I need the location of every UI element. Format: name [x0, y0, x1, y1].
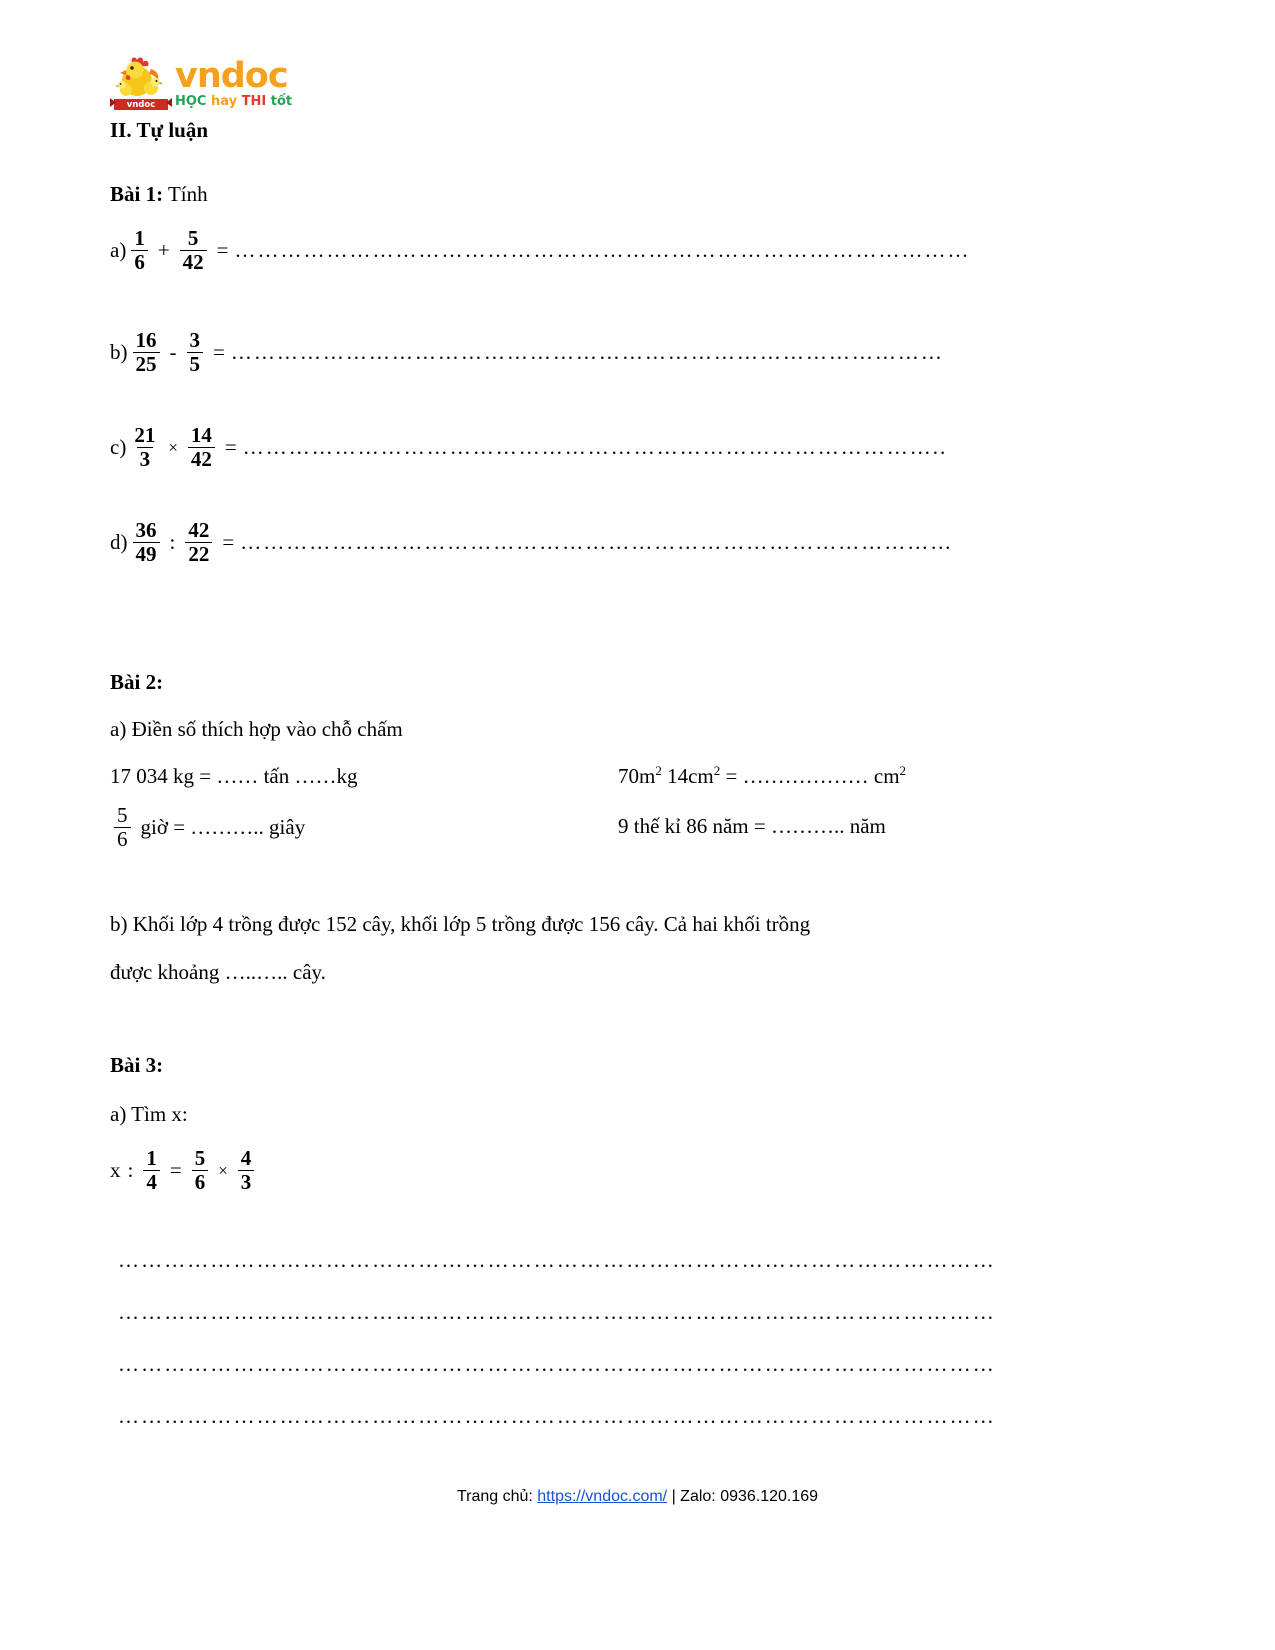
equation-times: × — [218, 1160, 228, 1180]
tagline-part-thi: THI — [241, 94, 267, 109]
denominator: 6 — [192, 1170, 209, 1193]
section-title: II. Tự luận — [110, 118, 209, 142]
exercise-1-item-b — [110, 330, 1091, 375]
numerator: 1 — [134, 226, 145, 250]
numerator: 36 — [135, 518, 157, 542]
item-d-operator: : — [169, 530, 176, 554]
denominator: 6 — [114, 827, 131, 850]
exercise-2-title: Bài 2: — [110, 670, 164, 694]
item-b-equals: = — [213, 340, 225, 364]
tagline-part-hoc: HỌC — [175, 94, 207, 109]
denominator: 5 — [187, 352, 204, 375]
exercise-3-equation — [110, 1148, 258, 1193]
fill-right-1-post: = ……………… cm — [720, 764, 900, 788]
answer-line-3[interactable]: …………………………………………………………………………………………………… — [118, 1352, 996, 1376]
footer-prefix: Trang chủ: — [456, 1488, 538, 1505]
logo-brand-text: vndoc — [175, 56, 288, 96]
equation-colon: : — [127, 1158, 134, 1182]
tagline-part-hay: hay — [211, 94, 238, 109]
equation-variable: x — [110, 1158, 121, 1182]
chicken-mascot-icon — [110, 55, 172, 115]
equation-fraction-3 — [238, 1148, 255, 1193]
exercise-3-title: Bài 3: — [110, 1053, 164, 1077]
answer-line-2[interactable]: …………………………………………………………………………………………………… — [118, 1300, 996, 1324]
item-a-operator: + — [157, 238, 170, 262]
fill-right-1-sup3: 2 — [899, 763, 907, 778]
denominator: 49 — [133, 542, 160, 565]
item-b-operator: - — [169, 340, 177, 364]
fill-right-1-sup1: 2 — [655, 763, 662, 778]
exercise-2-fill-right-2[interactable]: 9 thế kỉ 86 năm = ……….. năm — [618, 814, 886, 838]
equation-fraction-1 — [143, 1148, 160, 1193]
numerator: 3 — [189, 328, 200, 352]
item-b-label: b) — [110, 340, 128, 364]
item-d-label: d) — [110, 530, 128, 554]
fill-left-2-text: giờ = ……….. giây — [140, 815, 306, 840]
footer-homepage-link[interactable]: https://vndoc.com/ — [537, 1488, 668, 1505]
numerator: 5 — [194, 1146, 206, 1170]
item-a-label: a) — [110, 238, 127, 262]
logo-tagline — [175, 94, 292, 110]
denominator: 6 — [131, 250, 148, 273]
exercise-1-title — [110, 180, 208, 208]
item-c-equals: = — [224, 435, 237, 459]
exercise-2-fill-left-1[interactable]: 17 034 kg = …… tấn ……kg — [110, 764, 358, 788]
numerator: 21 — [134, 423, 156, 447]
exercise-1-item-c — [110, 425, 1088, 470]
fill-right-1-pre: 70m — [618, 764, 656, 788]
item-c-fraction-1 — [131, 425, 158, 470]
exercise-2-part-a-prompt: a) Điền số thích hợp vào chỗ chấm — [110, 717, 403, 741]
tagline-part-tot: tốt — [270, 94, 293, 109]
denominator: 25 — [133, 352, 160, 375]
item-a-equals: = — [216, 238, 229, 262]
fill-right-1-mid: 14cm — [661, 764, 714, 788]
item-d-fraction-2 — [185, 520, 212, 565]
fill-left-2-fraction — [114, 805, 131, 850]
exercise-1-item-d — [110, 520, 1085, 565]
item-c-answer-dots[interactable]: ……………………………………………………………………………….. — [242, 435, 948, 459]
exercise-1-instruction: Tính — [163, 182, 208, 206]
numerator: 42 — [188, 518, 210, 542]
item-d-equals: = — [222, 530, 235, 554]
exercise-2-fill-left-2[interactable] — [110, 805, 305, 850]
logo-wordmark — [175, 55, 292, 110]
footer-suffix: | Zalo: 0936.120.169 — [667, 1488, 819, 1505]
vndoc-logo — [110, 55, 292, 117]
exercise-1-item-a — [110, 228, 1105, 273]
fill-right-1-sup2: 2 — [713, 763, 721, 778]
exercise-2-part-b-line-2[interactable]: được khoảng …..….. cây. — [110, 960, 326, 984]
item-d-fraction-1 — [133, 520, 160, 565]
numerator: 5 — [117, 803, 128, 827]
numerator: 5 — [187, 226, 199, 250]
item-a-fraction-1 — [131, 228, 148, 273]
answer-line-1[interactable]: …………………………………………………………………………………………………… — [118, 1248, 996, 1272]
numerator: 16 — [135, 328, 157, 352]
denominator: 42 — [188, 447, 215, 470]
exercise-1-label: Bài 1: — [110, 182, 164, 206]
item-b-fraction-2 — [187, 330, 204, 375]
denominator: 4 — [143, 1170, 160, 1193]
exercise-2-fill-right-1[interactable] — [618, 762, 906, 790]
numerator: 14 — [190, 423, 212, 447]
denominator: 3 — [238, 1170, 255, 1193]
equation-equals: = — [169, 1158, 182, 1182]
item-c-operator: × — [168, 437, 178, 457]
numerator: 4 — [240, 1146, 252, 1170]
svg-text:vndoc: vndoc — [126, 100, 156, 110]
exercise-2-part-b-line-1: b) Khối lớp 4 trồng được 152 cây, khối lớp 5 trồng được 156 cây. Cả hai khối trồng — [110, 912, 811, 936]
item-a-answer-dots[interactable]: …………………………………………………………………………………… — [234, 238, 971, 262]
page-footer — [0, 1488, 1275, 1506]
item-b-answer-dots[interactable]: ………………………………………………………………………………… — [230, 340, 944, 364]
item-a-fraction-2 — [180, 228, 207, 273]
exercise-3-part-a-prompt: a) Tìm x: — [110, 1102, 188, 1126]
item-c-label: c) — [110, 435, 127, 459]
answer-line-4[interactable]: …………………………………………………………………………………………………… — [118, 1404, 996, 1428]
denominator: 3 — [137, 447, 154, 470]
item-b-fraction-1 — [133, 330, 160, 375]
equation-fraction-2 — [192, 1148, 209, 1193]
item-d-answer-dots[interactable]: ………………………………………………………………………………… — [240, 530, 954, 554]
item-c-fraction-2 — [188, 425, 215, 470]
numerator: 1 — [146, 1146, 157, 1170]
denominator: 42 — [180, 250, 207, 273]
denominator: 22 — [185, 542, 212, 565]
